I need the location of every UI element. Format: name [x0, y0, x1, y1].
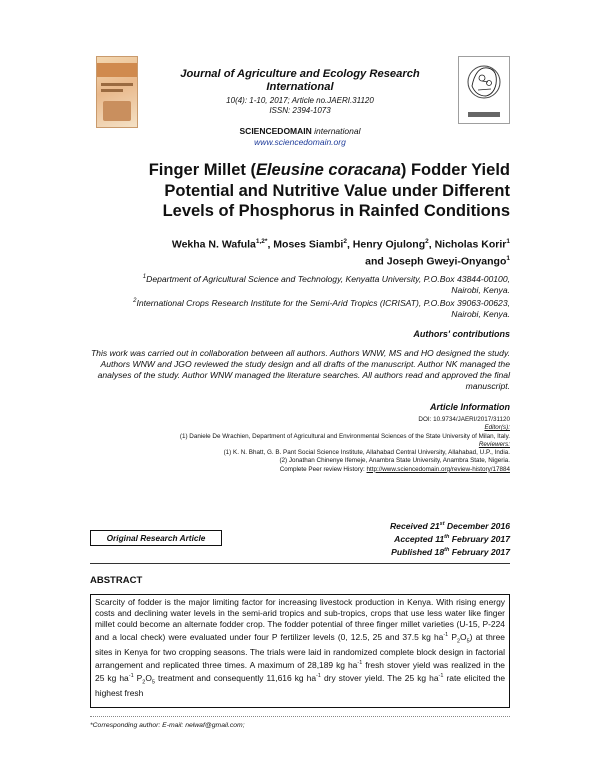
divider — [90, 563, 510, 564]
article-type-badge: Original Research Article — [90, 530, 222, 546]
footnote-divider — [90, 716, 510, 717]
author-line-1: Wekha N. Wafula$^{1,2*}$, Moses Siambi$^2$, Henry Ojulong$^2$, Nicholas Korir$^1$ — [171, 238, 510, 251]
publisher-name: SCIENCEDOMAIN international — [239, 126, 361, 136]
abstract-text: Scarcity of fodder is the major limiting factor for increasing livestock production in Kenya. With rising energy costs and declining water levels in the semi-arid tropics and sub-tropics, crops that use less water like finger millet could become an alternate fodder crop. The fodder potential of three finger millet varieties (U-15, P-224 and a local check) were evaluated under four P fertilizer levels (0, 12.5, 25 and 37.5 kg $ha^{-1}$ $P_2O_5$) at three sites in Kenya for two cropping seasons. The trials were laid in randomized complete block design in factorial arrangement and replicated three times. A maximum of 28,189 kg $ha^{-1}$ fresh stover yield was realized in the 25 kg $ha^{-1}$ $P_2O_5$ treatment and consequently 11,616 kg $ha^{-1}$ dry stover yield. The 25 kg $ha^{-1}$ rate elicited the highest fresh — [90, 594, 510, 708]
journal-meta — [175, 96, 425, 116]
publisher-block — [175, 126, 425, 148]
review-history-link[interactable]: http://www.sciencedomain.org/review-history/17884 — [366, 465, 510, 473]
publisher-url[interactable]: www.sciencedomain.org — [254, 137, 346, 147]
issn-line: ISSN: 2394-1073 — [269, 106, 331, 115]
accepted-date: Accepted 11th February 2017 — [394, 533, 510, 544]
dates-block — [330, 519, 510, 558]
editors-label: Editor(s): — [484, 424, 510, 432]
affiliation-2-line2: Nairobi, Kenya. — [451, 308, 510, 319]
article-info-heading: Article Information — [429, 402, 510, 412]
published-date: Published 18th February 2017 — [391, 546, 510, 557]
citation-line: 10(4): 1-10, 2017; Article no.JAERI.31120 — [226, 96, 374, 105]
cover-photo — [103, 101, 131, 121]
corresponding-author-footnote: *Corresponding author: E-mail: nelwaf@gmail.com; — [90, 722, 245, 729]
journal-name: Journal of Agriculture and Ecology Research International — [180, 68, 420, 93]
cover-text-bar — [101, 89, 123, 92]
journal-cover-icon — [96, 56, 138, 128]
sciencedomain-logo-icon — [458, 56, 510, 124]
author-list — [140, 235, 510, 269]
cover-text-bar — [101, 83, 133, 86]
affiliation-1-line2: Nairobi, Kenya. — [451, 284, 510, 295]
article-info — [90, 416, 510, 474]
abstract-heading: ABSTRACT — [90, 575, 143, 586]
contributions-text: This work was carried out in collaboration between all authors. Authors WNW, MS and HO designed the study. Authors WNW and JGO reviewed the study design and all drafts of the manuscript. Author NK managed the analyses of the study. Author WNW managed the literature searches. All authors read and approved the final manuscript. — [90, 348, 510, 391]
author-line-2: and Joseph Gweyi-Onyango$^1$ — [365, 255, 510, 268]
affiliations — [90, 272, 510, 320]
cover-band — [97, 63, 137, 77]
affiliation-1: $^1$Department of Agricultural Science and Technology, Kenyatta University, P.O.Box 43844-00100, — [142, 273, 510, 284]
review-history: Complete Peer review History: http://www.sciencedomain.org/review-history/17884 — [279, 465, 510, 473]
reviewers-label: Reviewers: — [478, 440, 510, 448]
reviewer-entry: (1) K. N. Bhatt, G. B. Pant Social Science Institute, Allahabad Central University, Allahabad, U.P., India. — [223, 449, 510, 457]
reviewer-entry: (2) Jonathan Chinenye Ifemeje, Anambra State University, Anambra State, Nigeria. — [279, 457, 510, 465]
affiliation-2: $^2$International Crops Research Institute for the Semi-Arid Tropics (ICRISAT), P.O.Box 39063-00623, — [133, 297, 510, 308]
received-date: Received 21st December 2016 — [389, 520, 510, 531]
doi: DOI: 10.9734/JAERI/2017/31120 — [418, 416, 510, 423]
contributions-heading: Authors' contributions — [413, 329, 510, 339]
species-name: Eleusine coracana — [255, 161, 401, 179]
paper-title: Finger Millet (Eleusine coracana) Fodder Yield Potential and Nutritive Value under Different Levels of Phosphorus in Rainfed Conditions — [148, 161, 510, 220]
editor-entry: (1) Daniele De Wrachien, Department of Agricultural and Environmental Sciences of the State University of Milan, Italy. — [179, 432, 510, 440]
